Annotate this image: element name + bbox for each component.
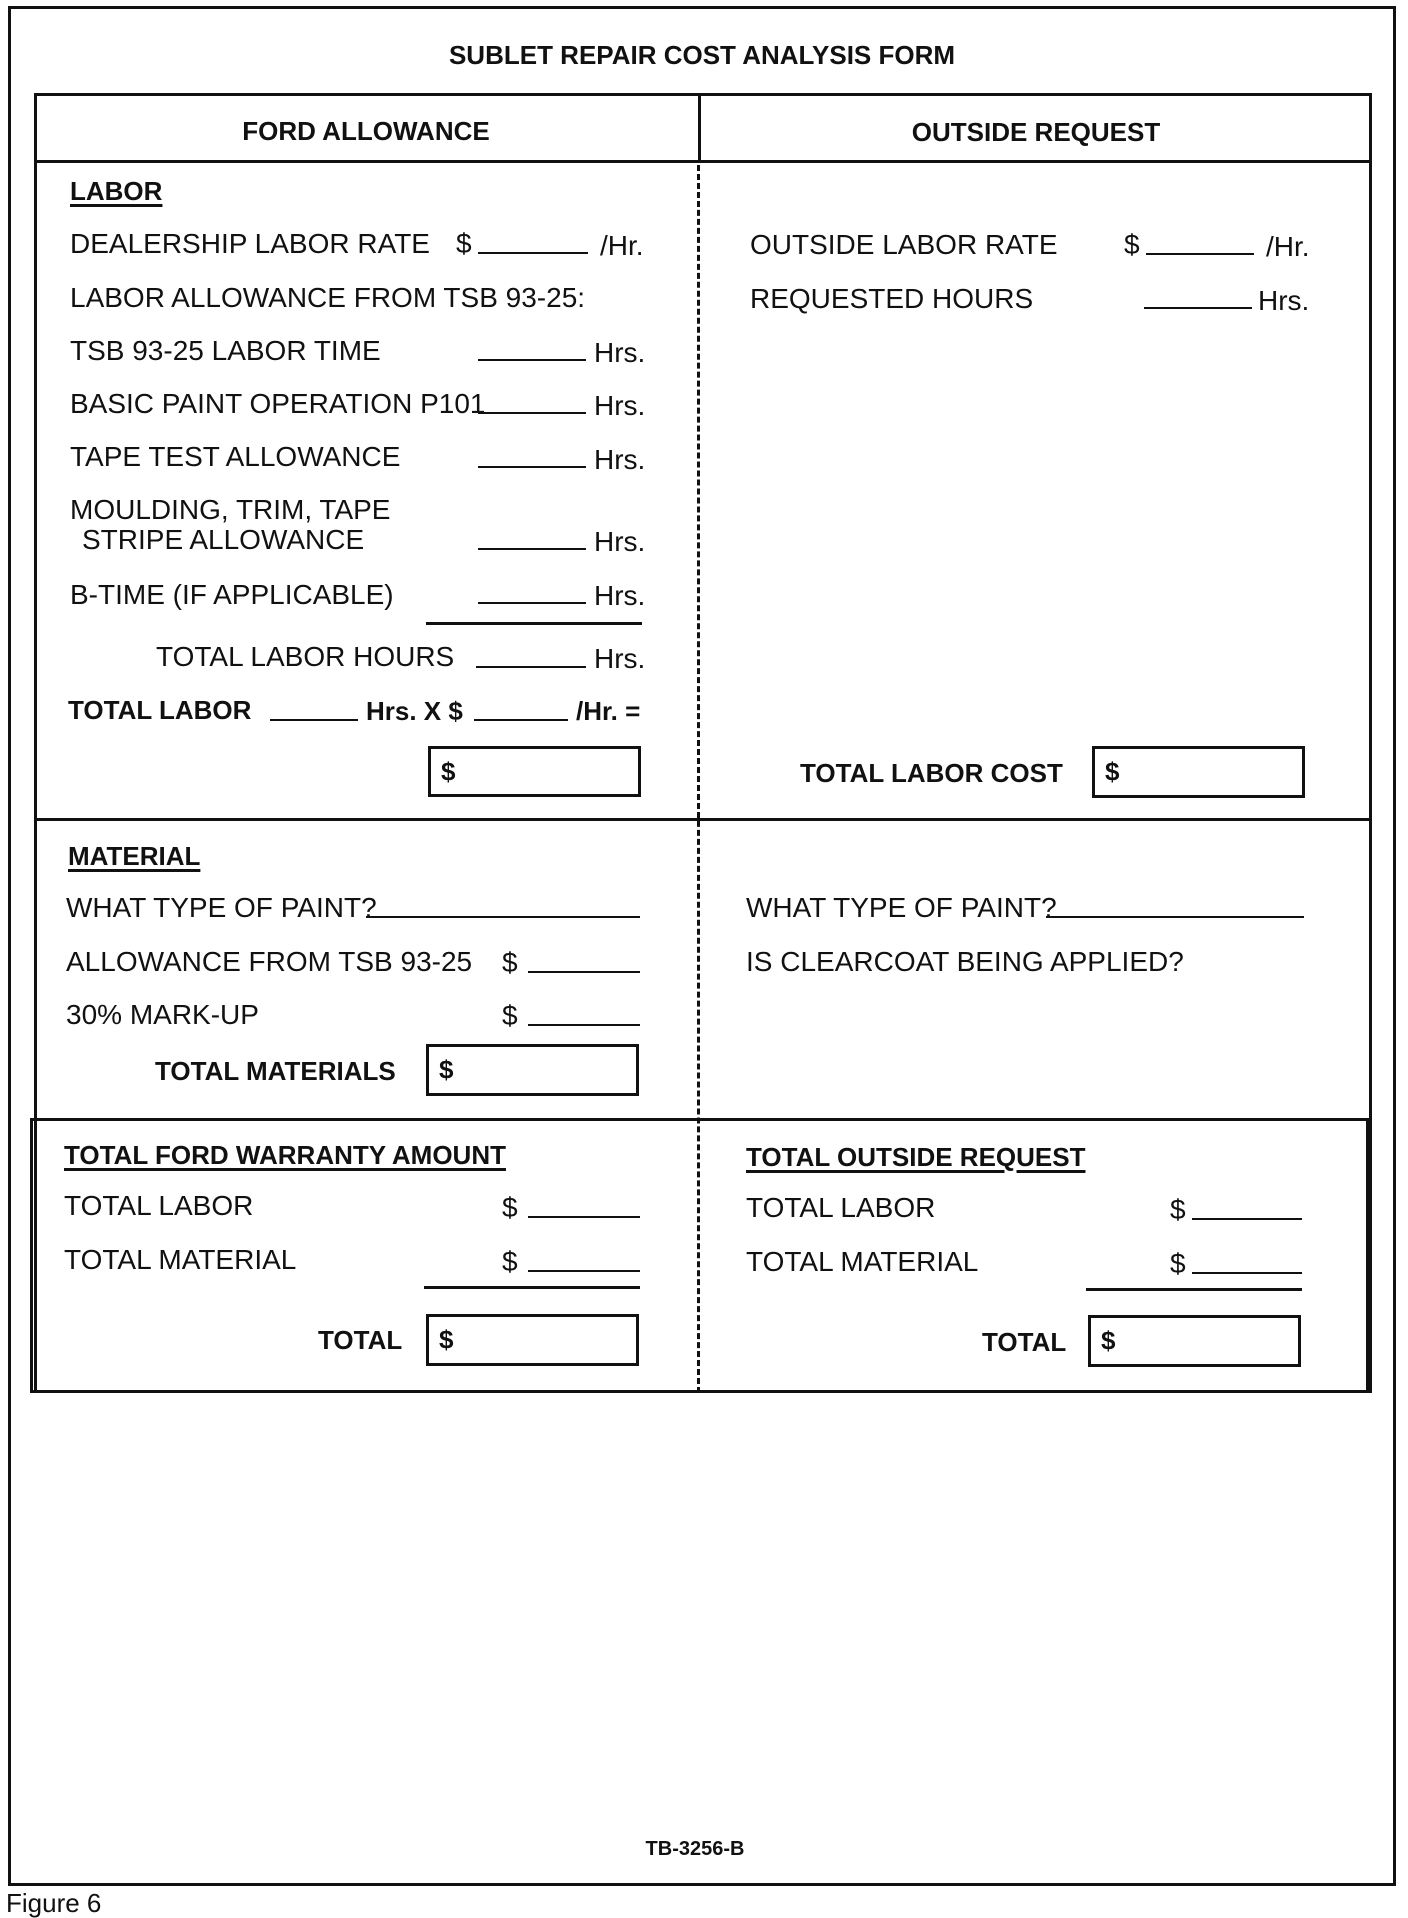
ford-grand-total-box[interactable]	[426, 1314, 639, 1366]
b-time-label: B-TIME (IF APPLICABLE)	[70, 579, 394, 610]
hrs-times-dollar: Hrs. X $	[366, 696, 463, 726]
material-divider	[34, 818, 1372, 821]
total-labor-hours-field[interactable]	[476, 666, 586, 668]
outside-request-total-title: TOTAL OUTSIDE REQUEST	[746, 1142, 1086, 1172]
markup-label: 30% MARK-UP	[66, 999, 259, 1030]
dollar-sign: $	[439, 1324, 454, 1355]
hrs-unit: Hrs.	[594, 526, 646, 557]
per-hr-unit: /Hr.	[600, 230, 644, 261]
per-hr-unit: /Hr.	[1266, 231, 1310, 262]
total-labor-hours-label: TOTAL LABOR HOURS	[156, 641, 455, 672]
totals-left-border	[30, 1118, 33, 1393]
dollar-sign: $	[502, 1192, 518, 1223]
dollar-sign: $	[1170, 1194, 1186, 1225]
dealership-labor-rate-field[interactable]	[478, 252, 588, 254]
sum-rule	[424, 1286, 640, 1289]
outside-labor-rate-field[interactable]	[1146, 253, 1254, 255]
per-hr-equals: /Hr. =	[576, 696, 641, 726]
requested-hours-field[interactable]	[1144, 307, 1252, 309]
outside-total-material-label: TOTAL MATERIAL	[746, 1246, 979, 1277]
material-allowance-field[interactable]	[528, 971, 640, 973]
ford-warranty-total-title: TOTAL FORD WARRANTY AMOUNT	[64, 1140, 506, 1170]
ford-total-material-label: TOTAL MATERIAL	[64, 1244, 297, 1275]
totals-divider	[30, 1118, 1368, 1121]
column-divider	[697, 165, 700, 1393]
ford-paint-type-label: WHAT TYPE OF PAINT?	[66, 892, 377, 923]
dollar-sign: $	[1101, 1325, 1116, 1356]
total-labor-label: TOTAL LABOR	[68, 695, 252, 725]
outside-labor-rate-label: OUTSIDE LABOR RATE	[750, 229, 1058, 260]
dollar-sign: $	[502, 1000, 518, 1031]
header-divider	[34, 160, 1372, 163]
tape-test-allowance-field[interactable]	[478, 466, 586, 468]
outside-total-labor-label: TOTAL LABOR	[746, 1192, 936, 1223]
ford-total-label: TOTAL	[318, 1325, 403, 1355]
header-outside-request: OUTSIDE REQUEST	[911, 117, 1161, 147]
dollar-sign: $	[502, 1246, 518, 1277]
basic-paint-operation-field[interactable]	[478, 412, 586, 414]
moulding-allowance-field[interactable]	[478, 548, 586, 550]
total-labor-cost-label: TOTAL LABOR COST	[800, 758, 1063, 788]
outside-grand-total-box[interactable]	[1088, 1315, 1301, 1367]
dollar-sign: $	[441, 756, 456, 786]
outside-total-label: TOTAL	[982, 1327, 1067, 1357]
ford-materials-total-box[interactable]	[426, 1044, 639, 1096]
header-ford-allowance: FORD ALLOWANCE	[242, 116, 490, 146]
moulding-label-line2: STRIPE ALLOWANCE	[82, 524, 365, 555]
total-materials-label: TOTAL MATERIALS	[155, 1056, 396, 1086]
sum-rule	[426, 622, 642, 625]
outside-total-labor-field[interactable]	[1192, 1218, 1302, 1220]
hrs-unit: Hrs.	[594, 444, 646, 475]
outside-labor-cost-box[interactable]	[1092, 746, 1305, 798]
total-labor-rate-input[interactable]	[474, 719, 568, 721]
requested-hours-label: REQUESTED HOURS	[750, 283, 1034, 314]
hrs-unit: Hrs.	[594, 643, 646, 674]
dollar-sign: $	[1105, 756, 1120, 787]
dollar-sign: $	[1170, 1248, 1186, 1279]
b-time-field[interactable]	[478, 602, 586, 604]
sum-rule	[1086, 1288, 1302, 1291]
outside-paint-type-field[interactable]	[1046, 916, 1304, 918]
table-bottom	[30, 1390, 1369, 1393]
total-labor-hours-input[interactable]	[270, 719, 358, 721]
basic-paint-operation-label: BASIC PAINT OPERATION P101	[70, 388, 486, 419]
dollar-sign: $	[456, 228, 472, 259]
dollar-sign: $	[1124, 229, 1140, 260]
hrs-unit: Hrs.	[594, 390, 646, 421]
labor-allowance-from-tsb-label: LABOR ALLOWANCE FROM TSB 93-25:	[70, 282, 586, 313]
dollar-sign: $	[439, 1054, 454, 1085]
hrs-unit: Hrs.	[594, 337, 646, 368]
dollar-sign: $	[502, 947, 518, 978]
hrs-unit: Hrs.	[594, 580, 646, 611]
labor-section-title: LABOR	[70, 176, 163, 206]
form-title: SUBLET REPAIR COST ANALYSIS FORM	[448, 40, 956, 70]
figure-caption: Figure 6	[6, 1888, 102, 1918]
ford-labor-total-box[interactable]	[428, 746, 641, 797]
ford-total-labor-label: TOTAL LABOR	[64, 1190, 254, 1221]
outside-paint-type-label: WHAT TYPE OF PAINT?	[746, 892, 1057, 923]
material-section-title: MATERIAL	[68, 841, 201, 871]
tape-test-allowance-label: TAPE TEST ALLOWANCE	[70, 441, 401, 472]
hrs-unit: Hrs.	[1258, 285, 1310, 316]
markup-field[interactable]	[528, 1024, 640, 1026]
ford-paint-type-field[interactable]	[366, 916, 640, 918]
totals-right-border	[1366, 1118, 1369, 1393]
outside-total-material-field[interactable]	[1192, 1272, 1302, 1274]
material-allowance-label: ALLOWANCE FROM TSB 93-25	[66, 946, 473, 977]
dealership-labor-rate-label: DEALERSHIP LABOR RATE	[70, 228, 430, 259]
ford-total-labor-field[interactable]	[528, 1216, 640, 1218]
tsb-labor-time-label: TSB 93-25 LABOR TIME	[70, 335, 381, 366]
ford-total-material-field[interactable]	[528, 1270, 640, 1272]
moulding-label-line1: MOULDING, TRIM, TAPE	[70, 494, 391, 525]
footer-code: TB-3256-B	[645, 1838, 745, 1860]
tsb-labor-time-field[interactable]	[478, 359, 586, 361]
clearcoat-question: IS CLEARCOAT BEING APPLIED?	[746, 946, 1184, 977]
